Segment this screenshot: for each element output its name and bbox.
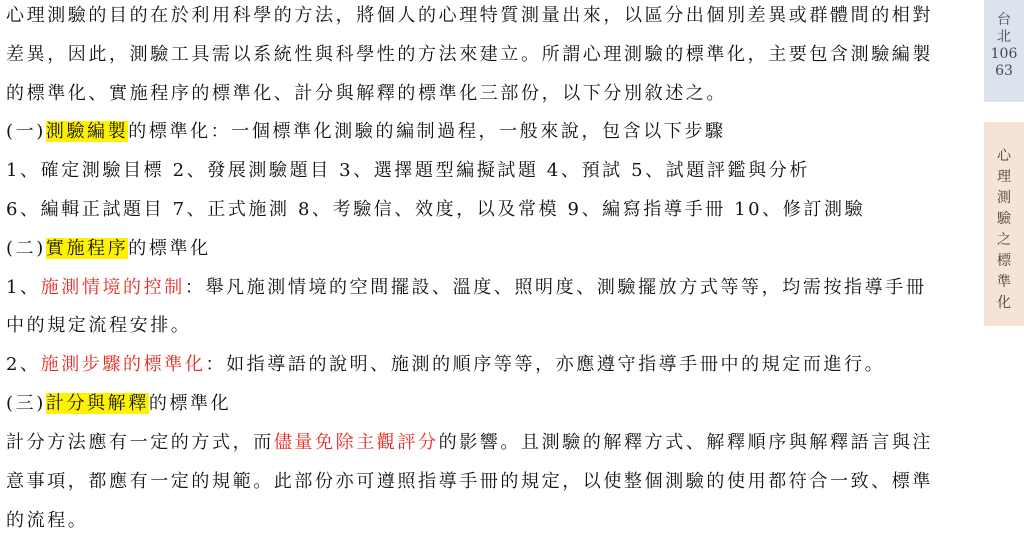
highlighted-term: 實施程序 xyxy=(45,238,129,259)
item-2 xyxy=(6,352,885,378)
intro-text: 的標準化、實施程序的標準化、計分與解釋的標準化三部份，以下分別敘述之。 xyxy=(6,83,727,104)
tab-char: 準 xyxy=(997,274,1011,290)
red-emphasis: 施測步驟的標準化 xyxy=(40,354,206,375)
section-number: (一) xyxy=(6,121,46,142)
section-heading-text: 的標準化 xyxy=(128,238,211,259)
item-1-continued xyxy=(6,313,191,339)
item-number: 2、 xyxy=(6,354,41,375)
topic-tab xyxy=(984,122,1024,326)
section-number: (三) xyxy=(6,393,46,414)
tab-char: 理 xyxy=(997,169,1011,185)
section-3-heading xyxy=(6,391,231,417)
intro-line-2 xyxy=(6,42,933,68)
tab-char: 驗 xyxy=(997,211,1011,227)
para-3-line-1 xyxy=(6,430,933,456)
item-number: 1、 xyxy=(6,277,41,298)
red-emphasis: 儘量免除主觀評分 xyxy=(273,432,439,453)
steps-text: 1、確定測驗目標 2、發展測驗題目 3、選擇題型編擬試題 4、預試 5、試題評鑑與分析 xyxy=(6,160,810,181)
tab-number: 63 xyxy=(995,63,1013,79)
section-1-heading xyxy=(6,119,726,145)
steps-line-1 xyxy=(6,158,810,184)
highlighted-term: 測驗編製 xyxy=(45,121,129,142)
tab-char: 台 xyxy=(997,12,1011,28)
tab-char: 標 xyxy=(997,253,1011,269)
para-3-line-3 xyxy=(6,508,88,534)
item-text: ：如指導語的說明、施測的順序等等，亦應遵守指導手冊中的規定而進行。 xyxy=(205,354,886,375)
intro-line-1 xyxy=(6,3,933,29)
section-heading-text: 的標準化 xyxy=(148,393,232,414)
tab-char: 化 xyxy=(997,295,1011,311)
steps-line-2 xyxy=(6,197,865,223)
red-emphasis: 施測情境的控制 xyxy=(40,277,185,298)
section-heading-text: 的標準化：一個標準化測驗的編制過程，一般來說，包含以下步驟 xyxy=(128,121,726,142)
intro-text: 差異，因此，測驗工具需以系統性與科學性的方法來建立。所謂心理測驗的標準化，主要包含測驗編製 xyxy=(6,44,933,65)
para-text: 的流程。 xyxy=(6,510,89,531)
document-body xyxy=(6,0,978,539)
intro-line-3 xyxy=(6,81,727,107)
tab-year: 106 xyxy=(990,46,1018,62)
highlighted-term: 計分與解釋 xyxy=(45,393,149,414)
tab-char: 測 xyxy=(997,190,1011,206)
tab-char: 北 xyxy=(997,29,1011,45)
item-text: 中的規定流程安排。 xyxy=(6,315,192,336)
section-2-heading xyxy=(6,236,211,262)
item-text: ：舉凡施測情境的空間擺設、溫度、照明度、測驗擺放方式等等，均需按指導手冊 xyxy=(184,277,927,298)
item-1 xyxy=(6,275,926,301)
para-text: 意事項，都應有一定的規範。此部份亦可遵照指導手冊的規定，以使整個測驗的使用都符合一致、標準 xyxy=(6,471,933,492)
para-text: 的影響。且測驗的解釋方式、解釋順序與解釋語言與注 xyxy=(438,432,934,453)
intro-text: 心理測驗的目的在於利用科學的方法，將個人的心理特質測量出來，以區分出個別差異或群體間的相對 xyxy=(6,5,933,26)
section-number: (二) xyxy=(6,238,46,259)
tab-char: 心 xyxy=(997,148,1011,164)
para-text: 計分方法應有一定的方式，而 xyxy=(6,432,274,453)
tab-char: 之 xyxy=(997,232,1011,248)
steps-text: 6、編輯正試題目 7、正式施測 8、考驗信、效度，以及常模 9、編寫指導手冊 10、修訂測驗 xyxy=(6,199,866,220)
para-3-line-2 xyxy=(6,469,933,495)
exam-source-tab xyxy=(984,0,1024,102)
